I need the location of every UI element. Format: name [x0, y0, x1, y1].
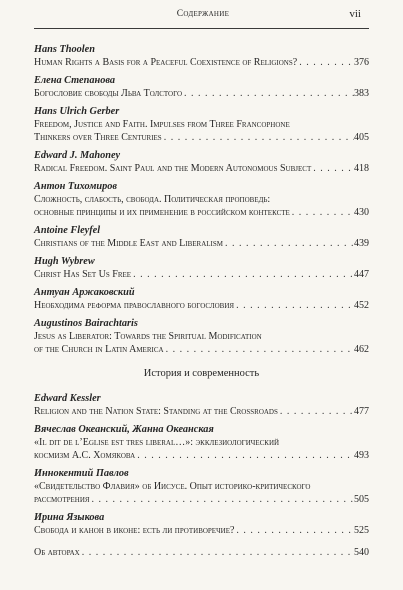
- toc-entry-title: Religion and the Nation State: Standing at the Crossroads: [34, 406, 278, 417]
- toc-entry[interactable]: [34, 467, 369, 506]
- toc-page-number: 418: [354, 163, 369, 174]
- toc-entry-title: космизм А.С. Хомякова: [34, 450, 136, 461]
- toc-entry-author: Ирина Языкова: [34, 512, 105, 523]
- toc-entry-title-row: [34, 237, 369, 250]
- toc-entries-part2: [34, 392, 369, 537]
- toc-entry-title-row: [34, 206, 369, 219]
- toc-entry-title: Human Rights a Basis for a Peaceful Coexistence of Religions?: [34, 57, 298, 68]
- toc-page-number: 540: [354, 547, 369, 558]
- toc-page-number: 383: [354, 88, 369, 99]
- toc-entry-title: Об авторах: [34, 547, 80, 558]
- leader-dots: [164, 343, 354, 356]
- toc-entry[interactable]: [34, 317, 369, 356]
- toc-entry-title-row: [34, 162, 369, 175]
- toc-entry-title-line: Freedom, Justice and Faith. Impulses from Three Francophone: [34, 119, 290, 130]
- toc-entry[interactable]: [34, 224, 369, 250]
- toc-entry-title: основные принципы и их применение в российском контексте: [34, 207, 290, 218]
- toc-entry[interactable]: [34, 255, 369, 281]
- toc-entry-title-row: [34, 524, 369, 537]
- toc-entry-title: Необходима реформа православного богословия: [34, 300, 235, 311]
- leader-dots: [234, 299, 354, 312]
- leader-dots: [135, 449, 354, 462]
- toc-entry[interactable]: [34, 105, 369, 144]
- toc-page-number: 439: [354, 238, 369, 249]
- toc-page-number: 493: [354, 450, 369, 461]
- toc-entry[interactable]: [34, 286, 369, 312]
- toc-entry-title: Богословие свободы Льва Толстого: [34, 88, 183, 99]
- toc-entry-author: Antoine Fleyfel: [34, 225, 101, 236]
- toc-entry-title-row: [34, 56, 369, 69]
- toc-entry-title-row: [34, 449, 369, 462]
- toc-page-number: 505: [354, 494, 369, 505]
- leader-dots: [234, 524, 354, 537]
- toc-entry[interactable]: [34, 74, 369, 100]
- toc-entry-title: Radical Freedom. Saint Paul and the Modern Autonomous Subject: [34, 163, 312, 174]
- leader-dots: [223, 237, 354, 250]
- toc-entry-title-row: [34, 131, 369, 144]
- toc-entry[interactable]: [34, 423, 369, 462]
- toc-entry-title-row: [34, 299, 369, 312]
- toc-entry-author: Антон Тихомиров: [34, 181, 117, 192]
- leader-dots: [182, 87, 354, 100]
- toc-entry-title: Thinkers over Three Centuries: [34, 132, 162, 143]
- toc-entry-author: Антуан Аржаковский: [34, 287, 135, 298]
- toc-entry-author: Hans Thoolen: [34, 44, 95, 55]
- toc-page-number: 477: [354, 406, 369, 417]
- toc-page-number: 376: [354, 57, 369, 68]
- leader-dots: [162, 131, 354, 144]
- toc-entry-title-row: [34, 87, 369, 100]
- toc-entry[interactable]: [34, 392, 369, 418]
- toc-entry-author: Hans Ulrich Gerber: [34, 106, 120, 117]
- page-header: [45, 9, 361, 25]
- toc-entry-title-row: [34, 405, 369, 418]
- toc-entries-part1: [34, 43, 369, 356]
- toc-page-number: 447: [354, 269, 369, 280]
- toc-page-number: 525: [354, 525, 369, 536]
- toc-entry-title: Christ Has Set Us Free: [34, 269, 132, 280]
- toc-entry-title-line: «Свидетельство Флавия» об Иисусе. Опыт историко-критического: [34, 481, 311, 492]
- toc-entry-title: рассмотрения: [34, 494, 90, 505]
- toc-page-number: 430: [354, 207, 369, 218]
- toc-entry-title-line: Jesus as Liberator: Towards the Spiritual Modification: [34, 331, 262, 342]
- leader-dots: [290, 206, 354, 219]
- header-rule: [34, 28, 369, 29]
- toc-entry-title: Свобода и канон в иконе: есть ли противоречие?: [34, 525, 235, 536]
- toc-entry-title-line: «Il dit de l’Eglise est tres liberal…»: экклезиологический: [34, 437, 280, 448]
- leader-dots: [278, 405, 354, 418]
- toc-entry-title-row: [34, 493, 369, 506]
- toc-entry-author: Иннокентий Павлов: [34, 468, 129, 479]
- leader-dots: [297, 56, 354, 69]
- leader-dots: [311, 162, 354, 175]
- running-title: Содержание: [176, 9, 230, 19]
- toc-entry-title-line: Сложность, слабость, свобода. Политическая проповедь:: [34, 194, 271, 205]
- leader-dots: [131, 268, 354, 281]
- toc-entry[interactable]: [34, 180, 369, 219]
- toc-page-number: 452: [354, 300, 369, 311]
- toc-entry-author: Augustinos Bairachtaris: [34, 318, 138, 329]
- page-number: vii: [349, 8, 361, 20]
- toc-entry-title-row: [34, 343, 369, 356]
- toc-entry-author: Hugh Wybrew: [34, 256, 95, 267]
- toc-entry-authors[interactable]: [34, 546, 369, 559]
- toc-entry-author: Edward J. Mahoney: [34, 150, 121, 161]
- toc-entry[interactable]: [34, 43, 369, 69]
- toc-entry-author: Елена Степанова: [34, 75, 116, 86]
- toc-page-number: 462: [354, 344, 369, 355]
- section-heading: История и современность: [143, 368, 260, 379]
- toc-entry[interactable]: [34, 511, 369, 537]
- toc-entry-title: Christians of the Middle East and Liberalism: [34, 238, 223, 249]
- toc-entry-author: Вячеслав Океанский, Жанна Океанская: [34, 424, 214, 435]
- leader-dots: [90, 493, 354, 506]
- toc-entry-title-row: [34, 268, 369, 281]
- table-of-contents: [34, 43, 369, 559]
- toc-entry[interactable]: [34, 149, 369, 175]
- toc-entry-author: Edward Kessler: [34, 393, 101, 404]
- toc-entry-title: of the Church in Latin America: [34, 344, 164, 355]
- toc-page-number: 405: [354, 132, 369, 143]
- leader-dots: [80, 546, 354, 559]
